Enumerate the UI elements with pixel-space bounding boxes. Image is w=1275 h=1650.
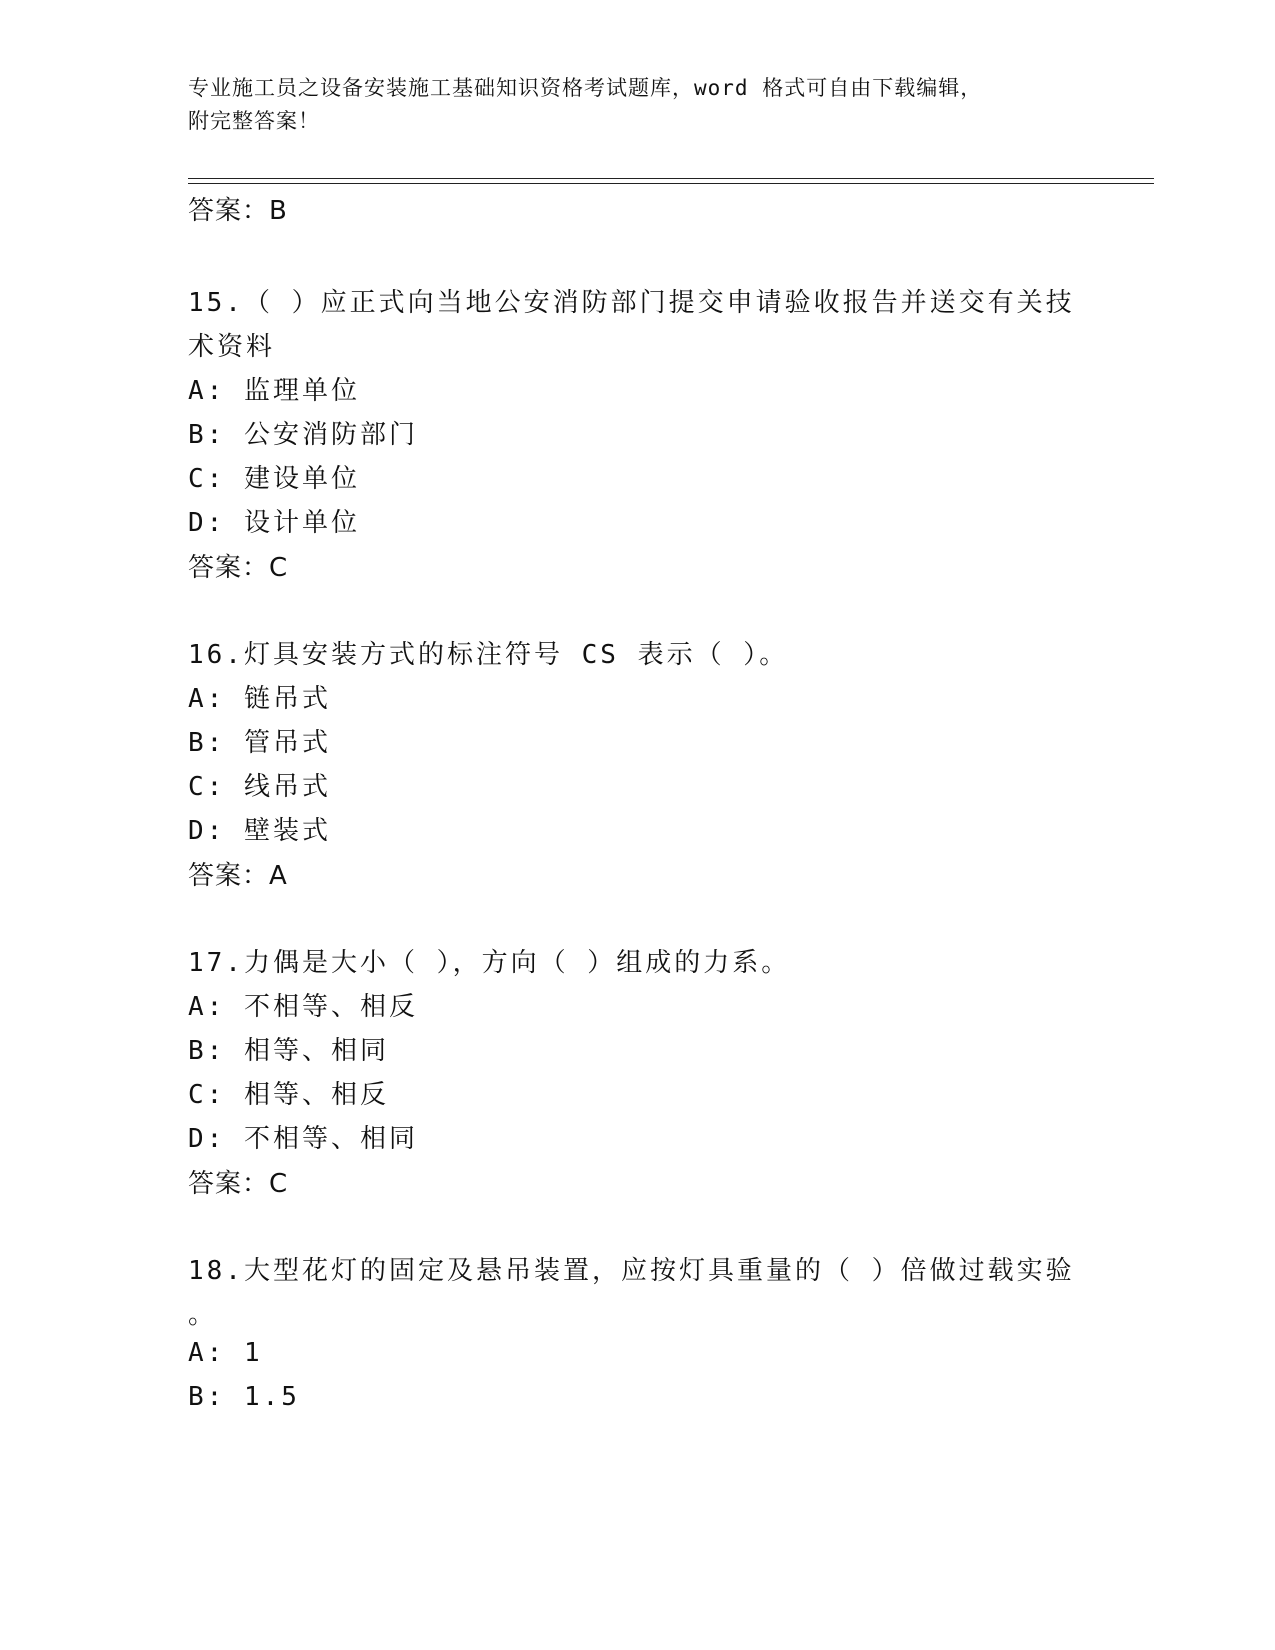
- option-c: C: 建设单位: [188, 464, 360, 494]
- option-b: B: 1.5: [188, 1382, 300, 1412]
- question-stem-line: 16.灯具安装方式的标注符号 CS 表示（ ）。: [188, 640, 789, 670]
- answer-prev: 答案：B: [188, 196, 288, 226]
- header-line-1: 专业施工员之设备安装施工基础知识资格考试题库，word 格式可自由下载编辑，: [188, 76, 983, 100]
- answer: 答案：A: [188, 861, 288, 891]
- header-divider-bottom: [188, 183, 1154, 184]
- header-line-2: 附完整答案！: [188, 109, 320, 133]
- header-divider-top: [188, 178, 1154, 179]
- option-a: A: 不相等、相反: [188, 992, 418, 1022]
- option-d: D: 不相等、相同: [188, 1124, 418, 1154]
- option-b: B: 相等、相同: [188, 1036, 389, 1066]
- question-stem-line: 17.力偶是大小（ ），方向（ ）组成的力系。: [188, 948, 791, 978]
- answer: 答案：C: [188, 1169, 289, 1199]
- question-stem-line: 18.大型花灯的固定及悬吊装置，应按灯具重量的（ ）倍做过载实验: [188, 1256, 1075, 1286]
- document-header: [188, 72, 1068, 138]
- option-a: A: 监理单位: [188, 376, 360, 406]
- question-stem-line: 术资料: [188, 332, 276, 362]
- option-a: A: 1: [188, 1338, 263, 1368]
- option-a: A: 链吊式: [188, 684, 331, 714]
- option-d: D: 壁装式: [188, 816, 331, 846]
- option-d: D: 设计单位: [188, 508, 360, 538]
- question-stem-line: 15.（ ）应正式向当地公安消防部门提交申请验收报告并送交有关技: [188, 288, 1075, 318]
- option-c: C: 线吊式: [188, 772, 331, 802]
- option-b: B: 公安消防部门: [188, 420, 418, 450]
- question-stem-line: 。: [188, 1300, 218, 1330]
- answer: 答案：C: [188, 553, 289, 583]
- option-c: C: 相等、相反: [188, 1080, 389, 1110]
- option-b: B: 管吊式: [188, 728, 331, 758]
